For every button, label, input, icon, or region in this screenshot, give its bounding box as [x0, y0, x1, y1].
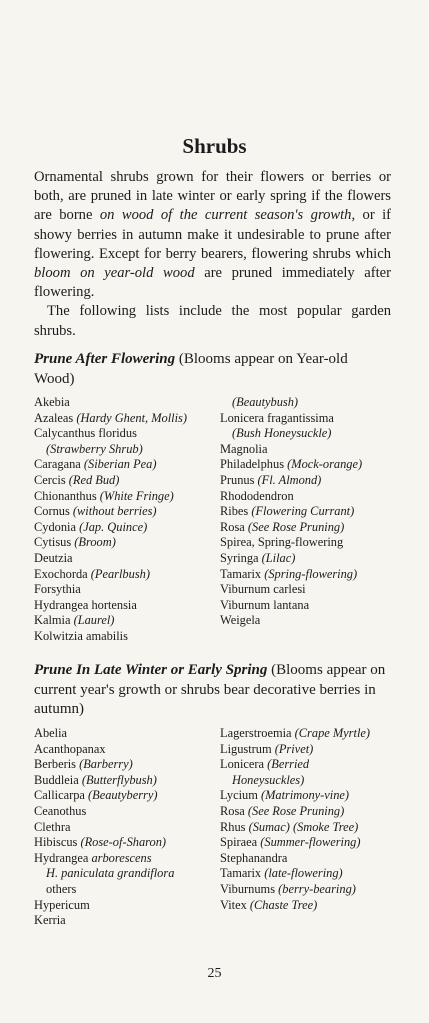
shrub-list-item [34, 913, 226, 929]
section-heading-note: (Blooms appear on Year-old Wood) [34, 351, 348, 387]
shrub-list-item [220, 773, 420, 789]
shrub-list-item [220, 457, 420, 473]
shrub-name: Prunus [220, 472, 258, 487]
shrub-list-item [220, 788, 420, 804]
shrub-name: Weigela [220, 613, 261, 628]
shrub-list-item [220, 411, 420, 427]
shrub-name: Rosa [220, 803, 248, 818]
shrub-list-item [34, 866, 226, 882]
shrub-list-item [220, 898, 420, 914]
shrub-common-name: (Barberry) [79, 757, 133, 772]
shrub-common-name: (Bush Honeysuckle) [232, 426, 332, 441]
shrub-list-item [34, 426, 226, 442]
shrub-list-item [220, 395, 420, 411]
page-title: Shrubs [182, 134, 247, 158]
shrub-name: Kerria [34, 913, 66, 928]
shrub-list-item [34, 411, 226, 427]
shrub-list-item [220, 551, 420, 567]
shrub-list-item [34, 520, 226, 536]
shrub-list-item [34, 788, 226, 804]
intro-emphasis: on wood of the current season's growth, [99, 207, 356, 224]
shrub-list-item [34, 835, 226, 851]
shrub-list-item [220, 489, 420, 505]
shrub-list-item [34, 613, 226, 629]
shrub-list-item [220, 567, 420, 583]
section-heading-lead: Prune After Flowering [34, 351, 176, 367]
shrub-name: Cercis [34, 472, 69, 487]
shrub-list-item [34, 742, 226, 758]
section-heading-lead: Prune In Late Winter or Early Spring [34, 662, 268, 678]
shrub-list-item [34, 551, 226, 567]
shrub-common-name: (Laurel) [73, 613, 115, 628]
shrub-list-item [220, 613, 420, 629]
shrub-name: Viburnums [220, 881, 279, 896]
shrub-common-name: (Crape Myrtle) [294, 726, 371, 740]
shrub-list-item [220, 851, 420, 867]
shrub-list-item [220, 426, 420, 442]
shrub-name: Viburnum carlesi [220, 582, 306, 597]
shrub-common-name: (Sumac) (Smoke Tree) [248, 819, 359, 834]
shrub-list-item [34, 726, 226, 742]
shrub-list-item [34, 442, 226, 458]
shrub-name: Exochorda [34, 566, 91, 581]
shrub-common-name: (Spring-flowering) [264, 566, 358, 581]
shrub-list-item [220, 866, 420, 882]
shrub-list-item [34, 851, 226, 867]
shrub-list-item [34, 535, 226, 551]
shrub-name: Chionanthus [34, 488, 100, 503]
shrub-common-name: (Berried [267, 757, 310, 772]
shrub-list-item [220, 598, 420, 614]
shrub-name: Rosa [220, 519, 248, 534]
shrub-name: Lonicera fragantissima [220, 410, 334, 425]
shrub-common-name: (Strawberry Shrub) [46, 441, 143, 456]
shrub-common-name: (Beautyberry) [88, 788, 158, 803]
list-column-left [34, 395, 226, 645]
shrub-common-name: (Mock-orange) [287, 457, 363, 472]
shrub-name: Hydrangea [34, 850, 92, 865]
shrub-common-name: (See Rose Pruning) [247, 803, 345, 818]
shrub-name: Tamarix [220, 566, 265, 581]
shrub-common-name: (Flowering Currant) [251, 504, 355, 519]
section-prune-late-winter-heading [34, 661, 391, 720]
shrub-name: Akebia [34, 395, 70, 409]
shrub-list-item [34, 757, 226, 773]
shrub-name: Calycanthus floridus [34, 426, 137, 441]
shrub-common-name: (Chaste Tree) [249, 897, 318, 912]
shrub-common-name: (without berries) [72, 504, 157, 519]
shrub-common-name: (Broom) [74, 535, 116, 550]
shrub-list-item [34, 582, 226, 598]
shrub-name: Philadelphus [220, 457, 288, 472]
shrub-list-item [220, 757, 420, 773]
shrub-name: others [46, 881, 77, 896]
shrub-name: Lycium [220, 788, 261, 803]
shrub-name: Cornus [34, 504, 73, 519]
shrub-common-name: (Butterflybush) [81, 772, 157, 787]
shrub-list-item [220, 582, 420, 598]
shrub-list-item [34, 629, 226, 645]
shrub-list-item [34, 567, 226, 583]
shrub-name: Forsythia [34, 582, 81, 597]
shrub-common-name: (Summer-flowering) [260, 835, 361, 850]
shrub-name: Tamarix [220, 866, 265, 881]
page-number: 25 [207, 966, 222, 981]
shrub-name: Azaleas [34, 410, 77, 425]
shrub-list-item [220, 820, 420, 836]
shrub-name: Viburnum lantana [220, 597, 310, 612]
shrub-common-name: (Hardy Ghent, Mollis) [76, 410, 188, 425]
shrub-name: Rhus [220, 819, 249, 834]
shrub-name: Buddleia [34, 772, 82, 787]
intro-run: Ornamental shrubs grown for their flowers or berries or both, are pruned in late winter or early spring if the flowers are borne [34, 169, 391, 224]
shrub-common-name: arborescens [91, 850, 152, 865]
shrub-list-item [220, 882, 420, 898]
shrub-name: Cytisus [34, 535, 75, 550]
shrub-list-item [220, 835, 420, 851]
shrub-name: Magnolia [220, 441, 268, 456]
shrub-list-item [220, 504, 420, 520]
shrub-list-item [34, 882, 226, 898]
shrub-list-item [220, 520, 420, 536]
shrub-name: Deutzia [34, 550, 73, 565]
shrub-name: Spirea, Spring-flowering [220, 535, 344, 550]
intro-paragraph-2: The following lists include the most popular garden shrubs. [34, 303, 391, 339]
shrub-common-name: (Fl. Almond) [257, 472, 322, 487]
shrub-common-name: (Siberian Pea) [83, 457, 157, 472]
shrub-list-item [34, 504, 226, 520]
shrub-name: Hibiscus [34, 835, 81, 850]
shrub-name: Abelia [34, 726, 68, 740]
shrub-list-item [220, 442, 420, 458]
shrub-list-item [220, 742, 420, 758]
shrub-common-name: (Beautybush) [232, 395, 299, 409]
shrub-name: Berberis [34, 757, 80, 772]
intro-paragraph-1 [34, 168, 391, 302]
list-column-right [220, 726, 420, 913]
shrub-list-item [34, 773, 226, 789]
shrub-list-item [220, 473, 420, 489]
intro-run: or if showy berries in autumn make it undesirable to prune after flowering. Except for berry bearers, flowering shrubs which [34, 207, 391, 262]
shrub-name: Kalmia [34, 613, 74, 628]
section-prune-after-flowering-heading [34, 350, 391, 389]
shrub-common-name: (Lilac) [261, 550, 296, 565]
shrub-common-name: (Matrimony-vine) [260, 788, 350, 803]
shrub-common-name: (White Fringe) [99, 488, 174, 503]
intro-text [34, 168, 391, 341]
shrub-list-item [34, 598, 226, 614]
list-column-left [34, 726, 226, 929]
shrub-name: Vitex [220, 897, 250, 912]
list-column-right [220, 395, 420, 629]
shrub-name: Lonicera [220, 757, 268, 772]
shrub-name: Ribes [220, 504, 252, 519]
shrub-name: Hydrangea hortensia [34, 597, 137, 612]
shrub-list-item [34, 473, 226, 489]
shrub-name: Clethra [34, 819, 71, 834]
shrub-common-name: (Jap. Quince) [79, 519, 148, 534]
shrub-name: Stephanandra [220, 850, 288, 865]
intro-emphasis: bloom on year-old wood [34, 265, 195, 282]
shrub-list-item [34, 457, 226, 473]
shrub-name: Spiraea [220, 835, 261, 850]
shrub-name: Rhododendron [220, 488, 294, 503]
shrub-name: Hypericum [34, 897, 90, 912]
shrub-list-item [220, 804, 420, 820]
section-heading-note: (Blooms appear on current year's growth or shrubs bear decorative berries in autumn) [34, 662, 386, 717]
shrub-name: Callicarpa [34, 788, 89, 803]
shrub-list-item [34, 820, 226, 836]
shrub-common-name: (late-flowering) [264, 866, 343, 881]
shrub-common-name: (Privet) [274, 741, 314, 756]
shrub-list-item [34, 489, 226, 505]
shrub-common-name: (See Rose Pruning) [247, 519, 345, 534]
intro-run: are pruned immediately after flowering. [34, 265, 391, 301]
shrub-list-item [34, 804, 226, 820]
shrub-common-name: (Rose-of-Sharon) [80, 835, 167, 850]
shrub-list-item [220, 535, 420, 551]
shrub-list-item [220, 726, 420, 742]
shrub-name: Acanthopanax [34, 741, 106, 756]
shrub-name: Cydonia [34, 519, 80, 534]
shrub-name: Ligustrum [220, 741, 275, 756]
shrub-common-name: (Red Bud) [68, 472, 120, 487]
shrub-name: Syringa [220, 550, 262, 565]
shrub-common-name: Honeysuckles) [232, 772, 305, 787]
shrub-name: Ceanothus [34, 803, 87, 818]
shrub-name: Lagerstroemia [220, 726, 295, 740]
shrub-list-item [34, 395, 226, 411]
shrub-common-name: (berry-bearing) [278, 881, 356, 896]
shrub-list-item [34, 898, 226, 914]
shrub-name: Kolwitzia amabilis [34, 628, 128, 643]
shrub-name: Caragana [34, 457, 84, 472]
shrub-common-name: H. paniculata grandiflora [46, 866, 175, 881]
shrub-common-name: (Pearlbush) [90, 566, 150, 581]
